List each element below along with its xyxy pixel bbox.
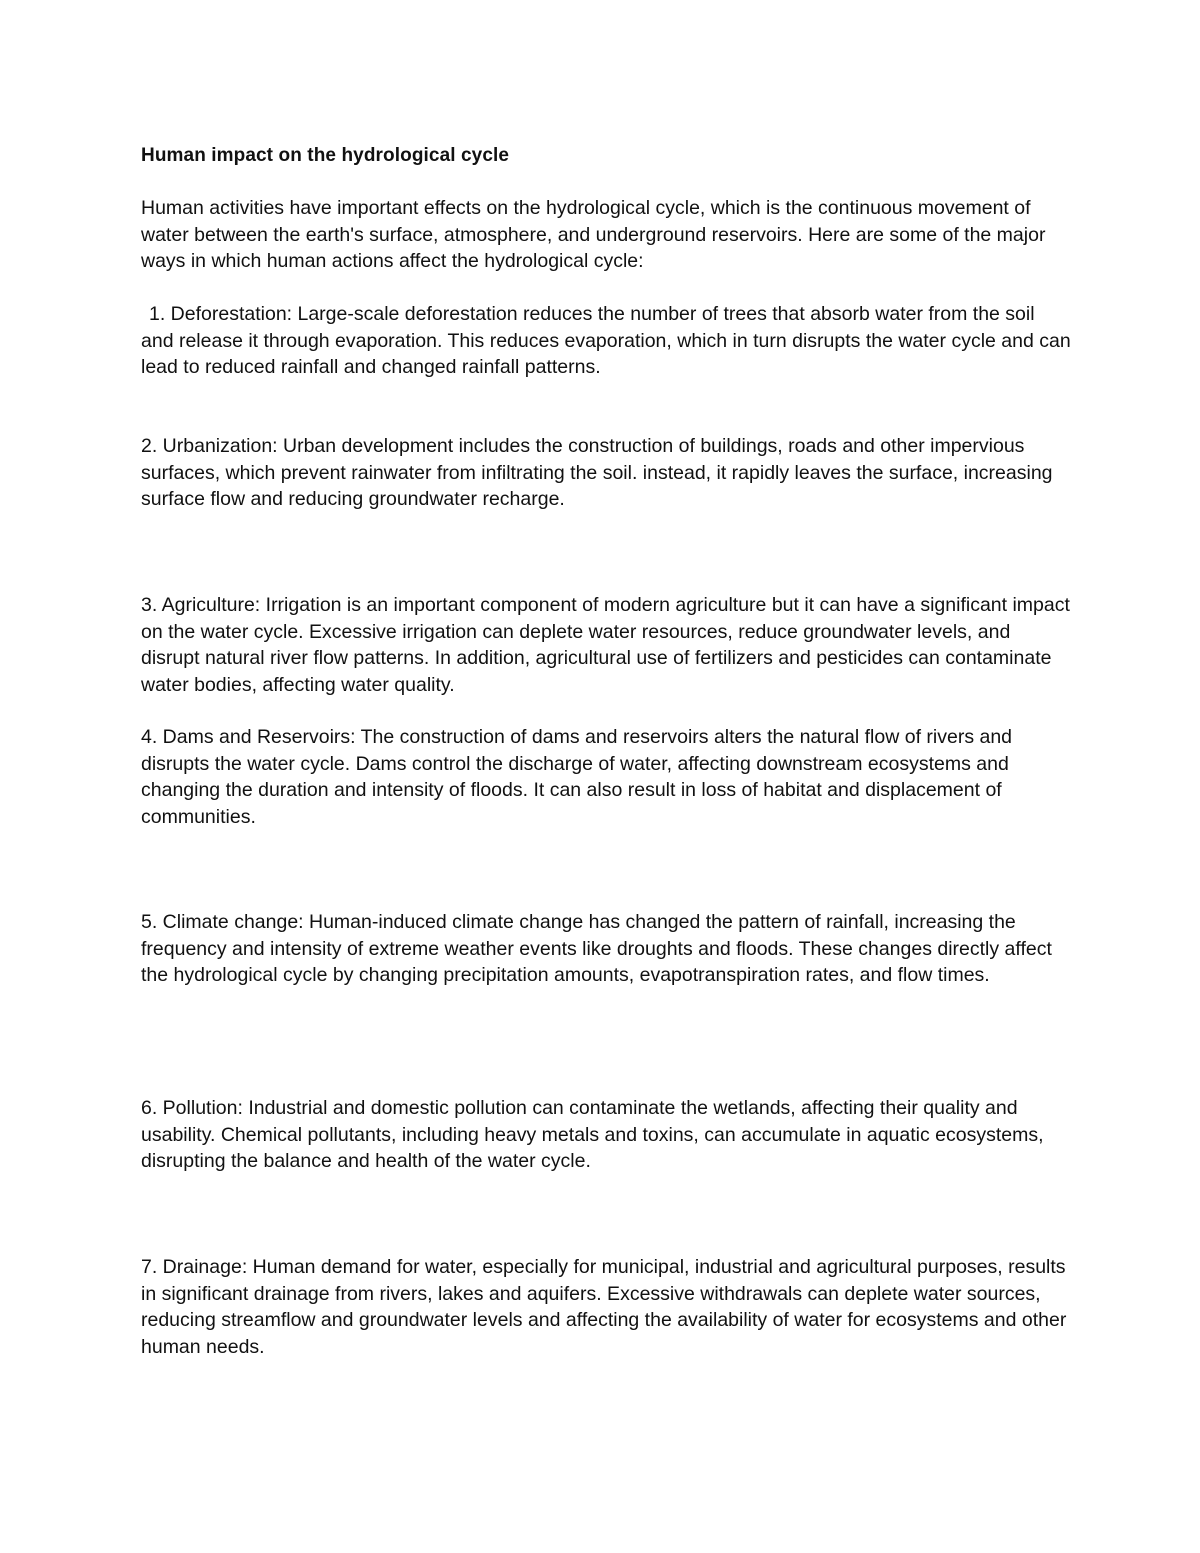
intro-paragraph: Human activities have important effects on the hydrological cycle, which is the continuous movement of water between the earth's surface, atmosphere, and underground reservoirs. Here are some of the major ways in which human actions affect the hydrological cycle: xyxy=(141,197,1046,272)
list-item-deforestation: 1. Deforestation: Large-scale deforestation reduces the number of trees that absorb water from the soil and release it through evaporation. This reduces evaporation, which in turn disrupts the water cycle and can lead to reduced rainfall and changed rainfall patterns. xyxy=(141,303,1071,378)
list-item-urbanization: 2. Urbanization: Urban development includes the construction of buildings, roads and other impervious surfaces, which prevent rainwater from infiltrating the soil. instead, it rapidly leaves the surface, increasing surface flow and reducing groundwater recharge. xyxy=(141,435,1053,510)
list-item-drainage: 7. Drainage: Human demand for water, especially for municipal, industrial and agricultural purposes, results in significant drainage from rivers, lakes and aquifers. Excessive withdrawals can deplete water sources, reducing streamflow and groundwater levels and affecting the availability of water for ecosystems and other human needs. xyxy=(141,1256,1067,1358)
list-item-pollution: 6. Pollution: Industrial and domestic pollution can contaminate the wetlands, affecting their quality and usability. Chemical pollutants, including heavy metals and toxins, can accumulate in aquatic ecosystems, disrupting the balance and health of the water cycle. xyxy=(141,1097,1044,1172)
list-item-climate-change: 5. Climate change: Human-induced climate change has changed the pattern of rainfall, increasing the frequency and intensity of extreme weather events like droughts and floods. These changes directly affect the hydrological cycle by changing precipitation amounts, evapotranspiration rates, and flow times. xyxy=(141,911,1052,986)
document-title: Human impact on the hydrological cycle xyxy=(141,145,510,166)
list-item-dams-reservoirs: 4. Dams and Reservoirs: The construction of dams and reservoirs alters the natural flow of rivers and disrupts the water cycle. Dams control the discharge of water, affecting downstream ecosystems and changing the duration and intensity of floods. It can also result in loss of habitat and displacement of communities. xyxy=(141,726,1013,828)
list-item-agriculture: 3. Agriculture: Irrigation is an important component of modern agriculture but it can have a significant impact on the water cycle. Excessive irrigation can deplete water resources, reduce groundwater levels, and disrupt natural river flow patterns. In addition, agricultural use of fertilizers and pesticides can contaminate water bodies, affecting water quality. xyxy=(141,594,1070,696)
